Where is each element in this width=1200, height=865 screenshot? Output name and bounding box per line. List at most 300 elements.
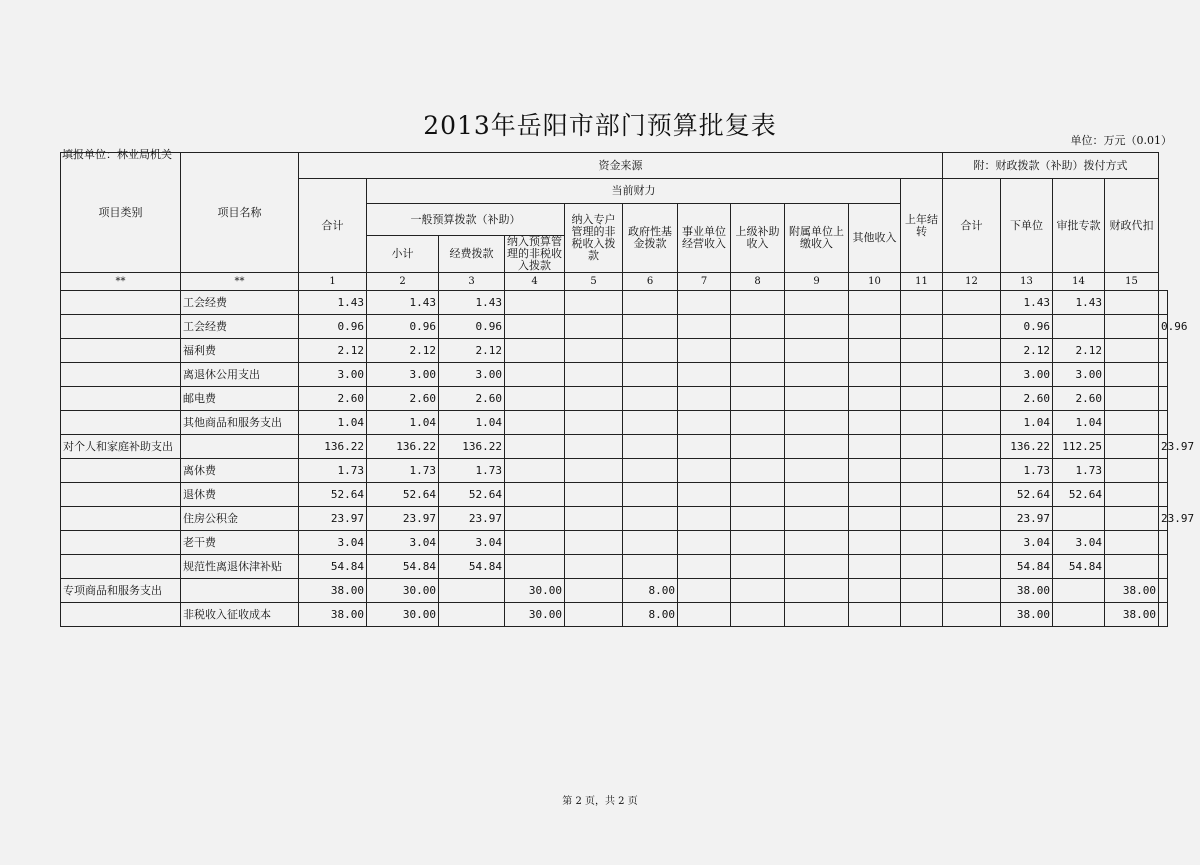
row-value-col3 (439, 579, 505, 603)
unit-label: 单位：万元（0.01） (1070, 134, 1172, 147)
row-value-col15 (1105, 483, 1159, 507)
row-value-col8 (731, 483, 785, 507)
row-value-col5 (565, 483, 623, 507)
header-expense: 经费拨款 (439, 236, 505, 273)
row-value-col6 (623, 435, 678, 459)
row-value-col4 (505, 531, 565, 555)
row-value-col7 (678, 459, 731, 483)
row-value-col12 (943, 507, 1001, 531)
row-name: 工会经费 (181, 315, 299, 339)
row-value-col2: 23.97 (367, 507, 439, 531)
row-value-col1: 3.00 (299, 363, 367, 387)
row-value-col13: 3.00 (1001, 363, 1053, 387)
row-value-col10 (849, 459, 901, 483)
row-name (181, 579, 299, 603)
row-value-col4 (505, 555, 565, 579)
row-value-col16 (1159, 603, 1168, 627)
row-value-col8 (731, 507, 785, 531)
row-value-col10 (849, 555, 901, 579)
header-agent: 财政代扣 (1105, 179, 1159, 273)
row-value-col5 (565, 363, 623, 387)
row-value-col11 (901, 411, 943, 435)
row-value-col13: 3.04 (1001, 531, 1053, 555)
row-value-col2: 3.04 (367, 531, 439, 555)
row-value-col3: 1.04 (439, 411, 505, 435)
table-row (61, 411, 1168, 435)
row-value-col3: 2.12 (439, 339, 505, 363)
row-value-col9 (785, 459, 849, 483)
row-value-col7 (678, 555, 731, 579)
row-value-col15 (1105, 339, 1159, 363)
row-value-col9 (785, 339, 849, 363)
row-value-col16 (1159, 411, 1168, 435)
row-value-col16 (1159, 483, 1168, 507)
row-value-col6 (623, 291, 678, 315)
row-value-col10 (849, 507, 901, 531)
row-value-col5 (565, 411, 623, 435)
row-value-col3: 52.64 (439, 483, 505, 507)
row-value-col8 (731, 411, 785, 435)
row-value-col11 (901, 435, 943, 459)
row-value-col15 (1105, 411, 1159, 435)
filler-unit: 填报单位：林业局机关 (62, 148, 172, 161)
row-value-col10 (849, 363, 901, 387)
table-row (61, 531, 1168, 555)
row-value-col9 (785, 435, 849, 459)
index-cell: 13 (1001, 273, 1053, 291)
row-value-col15 (1105, 507, 1159, 531)
row-name: 退休费 (181, 483, 299, 507)
row-value-col8 (731, 459, 785, 483)
index-cell: 9 (785, 273, 849, 291)
row-value-col6 (623, 363, 678, 387)
row-value-col1: 1.73 (299, 459, 367, 483)
row-value-col14 (1053, 579, 1105, 603)
row-value-col14: 112.25 (1053, 435, 1105, 459)
row-value-col7 (678, 315, 731, 339)
row-value-col5 (565, 339, 623, 363)
row-category: 专项商品和服务支出 (61, 579, 181, 603)
row-value-col10 (849, 411, 901, 435)
row-value-col4 (505, 411, 565, 435)
row-value-col2: 1.43 (367, 291, 439, 315)
row-value-col14: 2.12 (1053, 339, 1105, 363)
row-value-col15 (1105, 435, 1159, 459)
table-row (61, 387, 1168, 411)
row-value-col5 (565, 579, 623, 603)
row-name: 住房公积金 (181, 507, 299, 531)
header-carryover: 上年结转 (901, 179, 943, 273)
row-name: 老干费 (181, 531, 299, 555)
row-value-col6: 8.00 (623, 579, 678, 603)
row-value-col1: 2.60 (299, 387, 367, 411)
row-value-col10 (849, 603, 901, 627)
row-value-col11 (901, 579, 943, 603)
row-value-col6 (623, 387, 678, 411)
row-value-col16: 0.96 (1159, 315, 1168, 339)
table-row (61, 459, 1168, 483)
row-value-col5 (565, 435, 623, 459)
row-value-col15 (1105, 363, 1159, 387)
table-row (61, 555, 1168, 579)
index-cell: ** (181, 273, 299, 291)
row-value-col4 (505, 363, 565, 387)
row-value-col8 (731, 315, 785, 339)
index-cell: 11 (901, 273, 943, 291)
row-value-col1: 0.96 (299, 315, 367, 339)
row-value-col8 (731, 579, 785, 603)
row-value-col14 (1053, 507, 1105, 531)
row-value-col3: 2.60 (439, 387, 505, 411)
row-value-col11 (901, 603, 943, 627)
row-value-col5 (565, 291, 623, 315)
row-value-col4 (505, 387, 565, 411)
row-value-col6 (623, 315, 678, 339)
budget-table (60, 152, 1195, 627)
row-value-col6 (623, 339, 678, 363)
row-value-col8 (731, 435, 785, 459)
header-attachment: 附：财政拨款（补助）拨付方式 (943, 153, 1159, 179)
page-footer: 第 2 页，共 2 页 (562, 796, 638, 807)
header-other-income: 其他收入 (849, 204, 901, 273)
header-general: 一般预算拨款（补助） (367, 204, 565, 236)
row-name: 其他商品和服务支出 (181, 411, 299, 435)
row-category (61, 339, 181, 363)
row-value-col13: 0.96 (1001, 315, 1053, 339)
row-value-col1: 52.64 (299, 483, 367, 507)
row-value-col16 (1159, 387, 1168, 411)
index-cell: 3 (439, 273, 505, 291)
header-pay-total: 合计 (943, 179, 1001, 273)
row-value-col4 (505, 483, 565, 507)
row-value-col6 (623, 483, 678, 507)
row-value-col13: 136.22 (1001, 435, 1053, 459)
row-value-col4 (505, 291, 565, 315)
row-value-col11 (901, 507, 943, 531)
row-value-col7 (678, 603, 731, 627)
index-cell: 6 (623, 273, 678, 291)
row-value-col13: 54.84 (1001, 555, 1053, 579)
row-value-col15 (1105, 459, 1159, 483)
row-category (61, 483, 181, 507)
row-value-col10 (849, 387, 901, 411)
row-value-col7 (678, 483, 731, 507)
row-value-col12 (943, 603, 1001, 627)
table-body (61, 291, 1195, 627)
row-value-col14: 1.73 (1053, 459, 1105, 483)
row-value-col11 (901, 363, 943, 387)
header-affiliated: 附属单位上缴收入 (785, 204, 849, 273)
row-category (61, 363, 181, 387)
row-category (61, 603, 181, 627)
row-value-col11 (901, 483, 943, 507)
row-category (61, 411, 181, 435)
row-name: 规范性离退休津补贴 (181, 555, 299, 579)
row-value-col16 (1159, 579, 1168, 603)
row-value-col2: 2.60 (367, 387, 439, 411)
row-value-col1: 38.00 (299, 603, 367, 627)
row-value-col14: 54.84 (1053, 555, 1105, 579)
row-value-col9 (785, 363, 849, 387)
row-value-col13: 38.00 (1001, 603, 1053, 627)
row-value-col12 (943, 339, 1001, 363)
row-name: 福利费 (181, 339, 299, 363)
row-value-col10 (849, 435, 901, 459)
row-value-col3: 1.73 (439, 459, 505, 483)
index-cell: 7 (678, 273, 731, 291)
row-value-col15 (1105, 315, 1159, 339)
row-value-col4: 30.00 (505, 603, 565, 627)
row-value-col13: 1.73 (1001, 459, 1053, 483)
row-value-col16 (1159, 459, 1168, 483)
row-value-col4 (505, 435, 565, 459)
row-value-col12 (943, 579, 1001, 603)
row-value-col2: 30.00 (367, 603, 439, 627)
row-value-col12 (943, 387, 1001, 411)
row-value-col3: 3.04 (439, 531, 505, 555)
row-value-col12 (943, 363, 1001, 387)
row-value-col4 (505, 315, 565, 339)
row-name (181, 435, 299, 459)
row-name: 非税收入征收成本 (181, 603, 299, 627)
row-value-col3: 54.84 (439, 555, 505, 579)
row-value-col9 (785, 411, 849, 435)
row-value-col4 (505, 507, 565, 531)
row-value-col3: 0.96 (439, 315, 505, 339)
table-row (61, 363, 1168, 387)
index-cell: 10 (849, 273, 901, 291)
row-value-col5 (565, 603, 623, 627)
header-upper-subsidy: 上级补助收入 (731, 204, 785, 273)
index-cell: 2 (367, 273, 439, 291)
row-value-col11 (901, 387, 943, 411)
row-value-col7 (678, 363, 731, 387)
row-value-col1: 23.97 (299, 507, 367, 531)
table-row (61, 483, 1168, 507)
row-value-col7 (678, 531, 731, 555)
row-category (61, 291, 181, 315)
row-value-col6: 8.00 (623, 603, 678, 627)
row-value-col4: 30.00 (505, 579, 565, 603)
row-value-col7 (678, 291, 731, 315)
row-value-col8 (731, 555, 785, 579)
header-lower-unit: 下单位 (1001, 179, 1053, 273)
row-value-col2: 2.12 (367, 339, 439, 363)
row-value-col11 (901, 315, 943, 339)
row-value-col14 (1053, 603, 1105, 627)
row-value-col12 (943, 291, 1001, 315)
table-row (61, 603, 1168, 627)
row-value-col8 (731, 603, 785, 627)
row-value-col6 (623, 507, 678, 531)
row-value-col11 (901, 339, 943, 363)
row-value-col8 (731, 291, 785, 315)
row-value-col12 (943, 435, 1001, 459)
table-row (61, 435, 1168, 459)
row-value-col2: 0.96 (367, 315, 439, 339)
row-value-col7 (678, 579, 731, 603)
row-value-col3 (439, 603, 505, 627)
row-value-col13: 23.97 (1001, 507, 1053, 531)
row-value-col1: 38.00 (299, 579, 367, 603)
row-value-col9 (785, 579, 849, 603)
row-value-col14: 1.04 (1053, 411, 1105, 435)
row-value-col13: 2.12 (1001, 339, 1053, 363)
row-value-col9 (785, 387, 849, 411)
row-value-col1: 2.12 (299, 339, 367, 363)
row-value-col14: 52.64 (1053, 483, 1105, 507)
row-value-col15: 38.00 (1105, 603, 1159, 627)
row-name: 离休费 (181, 459, 299, 483)
row-value-col1: 136.22 (299, 435, 367, 459)
row-value-col7 (678, 387, 731, 411)
header-gov-fund: 政府性基金拨款 (623, 204, 678, 273)
row-name: 工会经费 (181, 291, 299, 315)
row-category (61, 315, 181, 339)
page-title: 2013年岳阳市部门预算批复表 (423, 111, 777, 140)
row-value-col1: 54.84 (299, 555, 367, 579)
row-value-col2: 3.00 (367, 363, 439, 387)
index-cell: 14 (1053, 273, 1105, 291)
header-fund-source: 资金来源 (299, 153, 943, 179)
row-value-col2: 1.04 (367, 411, 439, 435)
row-value-col15 (1105, 291, 1159, 315)
row-value-col9 (785, 507, 849, 531)
row-value-col6 (623, 411, 678, 435)
index-cell: 12 (943, 273, 1001, 291)
header-total: 合计 (299, 179, 367, 273)
row-value-col13: 38.00 (1001, 579, 1053, 603)
row-value-col5 (565, 459, 623, 483)
row-value-col12 (943, 315, 1001, 339)
row-value-col4 (505, 339, 565, 363)
row-value-col5 (565, 387, 623, 411)
row-value-col16 (1159, 363, 1168, 387)
row-value-col14: 3.04 (1053, 531, 1105, 555)
header-approval: 审批专款 (1053, 179, 1105, 273)
row-value-col13: 2.60 (1001, 387, 1053, 411)
row-value-col14: 1.43 (1053, 291, 1105, 315)
row-value-col6 (623, 555, 678, 579)
row-value-col6 (623, 459, 678, 483)
row-category (61, 555, 181, 579)
row-value-col16 (1159, 339, 1168, 363)
table-row (61, 291, 1168, 315)
row-value-col5 (565, 555, 623, 579)
table-row (61, 339, 1168, 363)
row-value-col3: 1.43 (439, 291, 505, 315)
row-value-col16 (1159, 291, 1168, 315)
row-value-col8 (731, 363, 785, 387)
row-value-col16: 23.97 (1159, 435, 1168, 459)
row-name: 离退休公用支出 (181, 363, 299, 387)
row-category: 对个人和家庭补助支出 (61, 435, 181, 459)
row-value-col9 (785, 555, 849, 579)
header-name: 项目名称 (181, 153, 299, 273)
row-value-col14: 3.00 (1053, 363, 1105, 387)
row-name: 邮电费 (181, 387, 299, 411)
row-value-col8 (731, 339, 785, 363)
row-value-col2: 1.73 (367, 459, 439, 483)
row-value-col10 (849, 339, 901, 363)
row-value-col7 (678, 435, 731, 459)
row-value-col14: 2.60 (1053, 387, 1105, 411)
row-value-col5 (565, 507, 623, 531)
row-value-col13: 1.43 (1001, 291, 1053, 315)
header-nontax-in: 纳入预算管理的非税收入拨款 (505, 236, 565, 273)
row-category (61, 459, 181, 483)
index-cell: 8 (731, 273, 785, 291)
header-current: 当前财力 (367, 179, 901, 204)
row-value-col1: 1.43 (299, 291, 367, 315)
row-category (61, 507, 181, 531)
row-value-col9 (785, 531, 849, 555)
row-value-col9 (785, 603, 849, 627)
table-row (61, 315, 1168, 339)
row-value-col12 (943, 411, 1001, 435)
row-value-col2: 136.22 (367, 435, 439, 459)
index-cell: 15 (1105, 273, 1159, 291)
table-row (61, 507, 1168, 531)
row-value-col12 (943, 483, 1001, 507)
row-value-col13: 1.04 (1001, 411, 1053, 435)
table-row (61, 579, 1168, 603)
row-category (61, 387, 181, 411)
header-nontax-special: 纳入专户管理的非税收入拨款 (565, 204, 623, 273)
row-value-col5 (565, 315, 623, 339)
row-value-col16 (1159, 531, 1168, 555)
row-value-col3: 136.22 (439, 435, 505, 459)
row-value-col10 (849, 291, 901, 315)
row-value-col15 (1105, 531, 1159, 555)
row-value-col3: 23.97 (439, 507, 505, 531)
row-value-col2: 54.84 (367, 555, 439, 579)
row-value-col10 (849, 483, 901, 507)
row-value-col8 (731, 387, 785, 411)
index-row (61, 273, 1168, 291)
row-value-col4 (505, 459, 565, 483)
row-value-col15 (1105, 555, 1159, 579)
row-value-col7 (678, 411, 731, 435)
row-value-col5 (565, 531, 623, 555)
index-cell: 5 (565, 273, 623, 291)
row-value-col1: 3.04 (299, 531, 367, 555)
row-value-col15: 38.00 (1105, 579, 1159, 603)
row-value-col8 (731, 531, 785, 555)
row-value-col16 (1159, 555, 1168, 579)
row-value-col6 (623, 531, 678, 555)
row-value-col9 (785, 315, 849, 339)
row-value-col9 (785, 483, 849, 507)
row-value-col10 (849, 315, 901, 339)
row-value-col14 (1053, 315, 1105, 339)
index-cell: 4 (505, 273, 565, 291)
index-cell: ** (61, 273, 181, 291)
row-value-col16: 23.97 (1159, 507, 1168, 531)
row-value-col7 (678, 507, 731, 531)
header-subtotal: 小计 (367, 236, 439, 273)
row-value-col9 (785, 291, 849, 315)
row-value-col3: 3.00 (439, 363, 505, 387)
row-value-col7 (678, 339, 731, 363)
row-value-col12 (943, 459, 1001, 483)
row-value-col2: 52.64 (367, 483, 439, 507)
index-cell: 1 (299, 273, 367, 291)
row-value-col15 (1105, 387, 1159, 411)
header-category: 项目类别 (61, 153, 181, 273)
row-value-col11 (901, 555, 943, 579)
row-category (61, 531, 181, 555)
